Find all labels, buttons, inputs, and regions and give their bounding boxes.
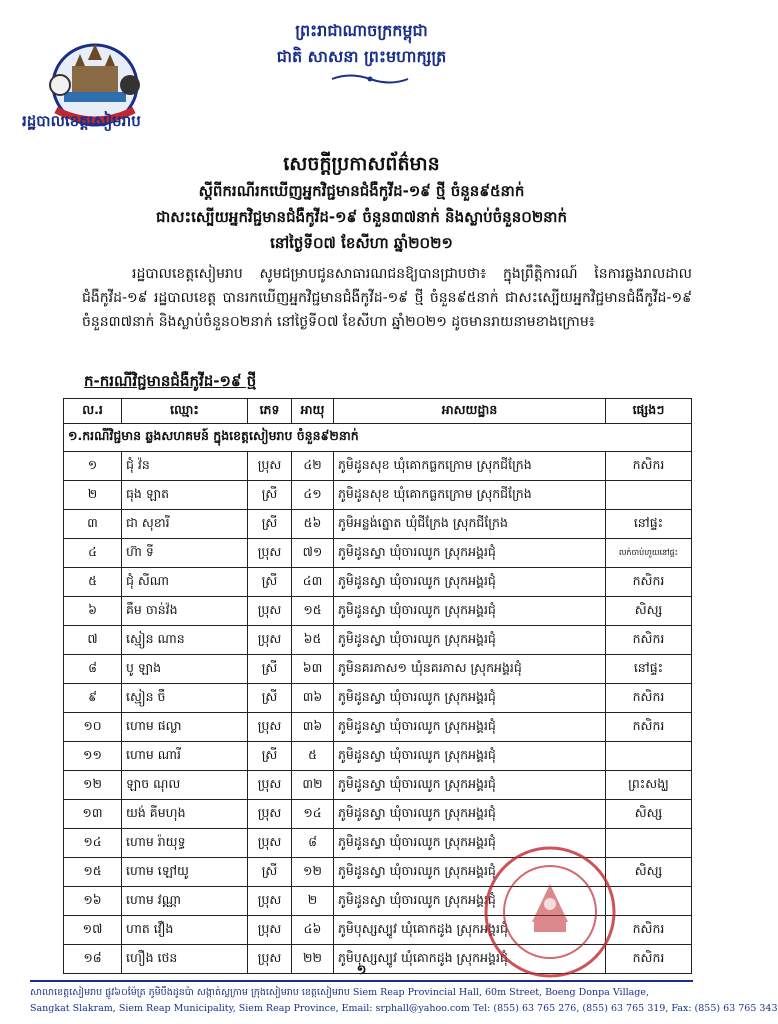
- cell-age: ៨: [292, 829, 334, 858]
- cell-age: ៥៦: [292, 510, 334, 539]
- cell-age: ៤១: [292, 481, 334, 510]
- cell-number: ៤: [64, 539, 122, 568]
- cell-note: លក់ចាប់ហួយនៅផ្ទះ: [606, 539, 692, 568]
- table-row: [64, 597, 692, 626]
- cell-sex: ប្រុស: [248, 829, 292, 858]
- cell-number: ១២: [64, 771, 122, 800]
- cell-note: [606, 481, 692, 510]
- cell-sex: ប្រុស: [248, 452, 292, 481]
- table-row: [64, 713, 692, 742]
- document-subtitle-1: ស្តីពីករណីរកឃើញអ្នកវិជ្ជមានជំងឺកូវីដ-១៩ ថ្មី ចំនួន៩៥នាក់: [198, 182, 525, 200]
- cell-name: ស្មៀន ណាន: [122, 626, 248, 655]
- cell-note: សិស្ស: [606, 597, 692, 626]
- cell-name: ហោម ឡៅយូ: [122, 858, 248, 887]
- cell-number: ៨: [64, 655, 122, 684]
- cell-sex: ប្រុស: [248, 945, 292, 974]
- cell-address: ភូមិដូនសុខ ឃុំគោកធ្លកក្រោម ស្រុកជីក្រែង: [334, 452, 606, 481]
- cell-name: បូ ឡាង: [122, 655, 248, 684]
- cell-number: ២: [64, 481, 122, 510]
- cell-address: ភូមិដូនស្វា ឃុំចារឈូក ស្រុកអង្គរជុំ: [334, 858, 606, 887]
- cell-address: ភូមិដូនស្វា ឃុំចារឈូក ស្រុកអង្គរជុំ: [334, 597, 606, 626]
- cell-age: ៧១: [292, 539, 334, 568]
- ornament-divider: [330, 72, 410, 86]
- table-row: [64, 452, 692, 481]
- table-row: [64, 626, 692, 655]
- cell-age: ៦៥: [292, 626, 334, 655]
- table-row: [64, 742, 692, 771]
- cell-number: ១៨: [64, 945, 122, 974]
- cell-name: ជុំ វ៉ន: [122, 452, 248, 481]
- cell-sex: ប្រុស: [248, 800, 292, 829]
- cell-name: ហាត វឿង: [122, 916, 248, 945]
- cell-address: ភូមិបុស្សស្បូវ ឃុំគោកដូង ស្រុកអង្គរជុំ: [334, 916, 606, 945]
- header-age: អាយុ: [292, 399, 334, 424]
- province-administration-name: រដ្ឋបាលខេត្តសៀមរាប: [22, 112, 141, 130]
- group-title: ១.ករណីវិជ្ជមាន ឆ្លងសហគមន៍ ក្នុងខេត្តសៀមរាប ចំនួន៩២នាក់: [64, 424, 692, 452]
- cell-note: កសិករ: [606, 452, 692, 481]
- cell-number: ១៥: [64, 858, 122, 887]
- table-header-row: [64, 399, 692, 424]
- cell-sex: ប្រុស: [248, 597, 292, 626]
- cell-number: ១៧: [64, 916, 122, 945]
- cell-address: ភូមិដូនស្វា ឃុំចារឈូក ស្រុកអង្គរជុំ: [334, 568, 606, 597]
- cell-number: ១១: [64, 742, 122, 771]
- cell-age: ១៥: [292, 597, 334, 626]
- header-sex: ភេទ: [248, 399, 292, 424]
- cell-age: ៣២: [292, 771, 334, 800]
- cell-number: ៥: [64, 568, 122, 597]
- document-date: នៅថ្ងៃទី០៧ ខែសីហា ឆ្នាំ២០២១: [270, 234, 453, 252]
- cell-note: ព្រះសង្ឃ: [606, 771, 692, 800]
- cell-number: ៣: [64, 510, 122, 539]
- cell-number: ៧: [64, 626, 122, 655]
- footer-divider: [30, 980, 693, 982]
- cell-note: សិស្ស: [606, 858, 692, 887]
- header-number: ល.រ: [64, 399, 122, 424]
- cell-age: ២: [292, 887, 334, 916]
- cell-age: ៥: [292, 742, 334, 771]
- cell-age: ៤២: [292, 452, 334, 481]
- cell-address: ភូមិដូនស្វា ឃុំចារឈូក ស្រុកអង្គរជុំ: [334, 626, 606, 655]
- group-row: [64, 424, 692, 452]
- cell-name: ហ៊ា ទី: [122, 539, 248, 568]
- cell-age: ៦៣: [292, 655, 334, 684]
- cell-sex: ស្រី: [248, 858, 292, 887]
- cell-name: ឡាច ណុល: [122, 771, 248, 800]
- cell-name: ហឿង ថេន: [122, 945, 248, 974]
- cell-age: ៣៦: [292, 684, 334, 713]
- cell-note: នៅផ្ទះ: [606, 510, 692, 539]
- cell-name: ហោម ផល្លា: [122, 713, 248, 742]
- cell-address: ភូមិអន្លង់ត្នោត ឃុំជីក្រែង ស្រុកជីក្រែង: [334, 510, 606, 539]
- cell-sex: ស្រី: [248, 568, 292, 597]
- table-row: [64, 510, 692, 539]
- cell-address: ភូមិដូនស្វា ឃុំចារឈូក ស្រុកអង្គរជុំ: [334, 829, 606, 858]
- table-row: [64, 684, 692, 713]
- cell-sex: ប្រុស: [248, 539, 292, 568]
- cell-note: កសិករ: [606, 713, 692, 742]
- cell-name: យង់ គីមហុង: [122, 800, 248, 829]
- cell-sex: ប្រុស: [248, 916, 292, 945]
- cell-number: ៩: [64, 684, 122, 713]
- header-note: ផ្សេងៗ: [606, 399, 692, 424]
- body-paragraph: រដ្ឋបាលខេត្តសៀមរាប សូមជម្រាបជូនសាធារណជនឱ្យបានជ្រាបថា៖ ក្នុងព្រឹត្តិការណ៍ នៃការឆ្លងរាលដាលជំងឺកូវីដ-១៩ រដ្ឋបាលខេត្ត បានរកឃើញអ្នកវិជ្ជមានជំងឺកូវីដ-១៩ ថ្មី ចំនួន៩៥នាក់ ជាសះស្បើយអ្នកវិជ្ជមានជំងឺកូវីដ-១៩ ចំនួន៣៧នាក់ និងស្លាប់ចំនួន០២នាក់ នៅថ្ងៃទី០៧ ខែសីហា ឆ្នាំ២០២១ ដូចមានរាយនាមខាងក្រោម៖: [82, 266, 692, 330]
- cell-address: ភូមិដូនស្វា ឃុំចារឈូក ស្រុកអង្គរជុំ: [334, 539, 606, 568]
- cell-address: ភូមិដូនស្វា ឃុំចារឈូក ស្រុកអង្គរជុំ: [334, 887, 606, 916]
- cell-number: ១៦: [64, 887, 122, 916]
- footer-contact-line: Sangkat Slakram, Siem Reap Municipality, Siem Reap Province, Email: srphall@yahoo.com Tel: (855) 63 765 276, (855) 63 765 319, Fax: (855) 63 765 343: [30, 1003, 778, 1014]
- cell-sex: ស្រី: [248, 510, 292, 539]
- cell-name: ជា សុខារី: [122, 510, 248, 539]
- cell-address: ភូមិដូនស្វា ឃុំចារឈូក ស្រុកអង្គរជុំ: [334, 771, 606, 800]
- table-row: [64, 481, 692, 510]
- cell-note: [606, 742, 692, 771]
- cell-number: ១០: [64, 713, 122, 742]
- cell-age: ៤៣: [292, 568, 334, 597]
- cell-number: ១៣: [64, 800, 122, 829]
- cell-name: ស្មៀន ចឺ: [122, 684, 248, 713]
- cell-note: កសិករ: [606, 916, 692, 945]
- cell-name: ជុំ សីណា: [122, 568, 248, 597]
- cell-sex: ស្រី: [248, 742, 292, 771]
- cell-number: ១៤: [64, 829, 122, 858]
- cell-sex: ប្រុស: [248, 771, 292, 800]
- cell-note: សិស្ស: [606, 800, 692, 829]
- cell-address: ភូមិនគរភាស១ ឃុំនគរភាស ស្រុកអង្គរជុំ: [334, 655, 606, 684]
- cell-name: ហោម រ៉ាយុទ្ធ: [122, 829, 248, 858]
- table-row: [64, 568, 692, 597]
- cell-age: ២២: [292, 945, 334, 974]
- table-row: [64, 771, 692, 800]
- cell-sex: ស្រី: [248, 655, 292, 684]
- cell-sex: ប្រុស: [248, 887, 292, 916]
- cell-age: ៤៦: [292, 916, 334, 945]
- cell-number: ៦: [64, 597, 122, 626]
- document-subtitle-2: ជាសះស្បើយអ្នកវិជ្ជមានជំងឺកូវីដ-១៩ ចំនួន៣៧នាក់ និងស្លាប់ចំនួន០២នាក់: [155, 208, 567, 226]
- cell-address: ភូមិដូនស្វា ឃុំចារឈូក ស្រុកអង្គរជុំ: [334, 800, 606, 829]
- table-row: [64, 539, 692, 568]
- cell-sex: ប្រុស: [248, 626, 292, 655]
- document-title: សេចក្តីប្រកាសព័ត៌មាន: [283, 153, 440, 175]
- cell-address: ភូមិដូនស្វា ឃុំចារឈូក ស្រុកអង្គរជុំ: [334, 713, 606, 742]
- cell-note: កសិករ: [606, 684, 692, 713]
- cell-sex: ស្រី: [248, 481, 292, 510]
- cell-address: ភូមិដូនស្វា ឃុំចារឈូក ស្រុកអង្គរជុំ: [334, 684, 606, 713]
- cell-note: កសិករ: [606, 568, 692, 597]
- cell-name: ធុង ឡាត: [122, 481, 248, 510]
- cell-sex: ស្រី: [248, 684, 292, 713]
- cell-address: ភូមិដូនស្វា ឃុំចារឈូក ស្រុកអង្គរជុំ: [334, 742, 606, 771]
- footer-address-line: សាលាខេត្តសៀមរាប ផ្លូវ៦០ម៉ែត្រ ភូមិបឹងដូនប៉ា សង្កាត់ស្លក្រាម ក្រុងសៀមរាប ខេត្តសៀមរាប Siem Reap Provincial Hall, 60m Street, Boeng Donpa Village,: [30, 987, 650, 998]
- table-row: [64, 655, 692, 684]
- kingdom-heading: ព្រះរាជាណាចក្រកម្ពុជា: [295, 21, 428, 40]
- cell-age: ១៤: [292, 800, 334, 829]
- cell-note: កសិករ: [606, 945, 692, 974]
- cell-name: ហោម ណារី: [122, 742, 248, 771]
- national-motto: ជាតិ សាសនា ព្រះមហាក្សត្រ: [276, 47, 447, 66]
- cell-sex: ប្រុស: [248, 713, 292, 742]
- cell-number: ១: [64, 452, 122, 481]
- table-row: [64, 800, 692, 829]
- header-address: អាសយដ្ឋាន: [334, 399, 606, 424]
- cell-note: កសិករ: [606, 626, 692, 655]
- page-number: ១: [356, 963, 367, 978]
- cell-note: នៅផ្ទះ: [606, 655, 692, 684]
- section-heading: ក-ករណីវិជ្ជមានជំងឺកូវីដ-១៩ ថ្មី: [84, 372, 257, 390]
- cell-age: ៣៦: [292, 713, 334, 742]
- cell-address: ភូមិដូនសុខ ឃុំគោកធ្លកក្រោម ស្រុកជីក្រែង: [334, 481, 606, 510]
- official-red-seal-stamp: [480, 842, 620, 982]
- header-name: ឈ្មោះ: [122, 399, 248, 424]
- cell-name: ហោម វណ្ណា: [122, 887, 248, 916]
- cell-age: ១២: [292, 858, 334, 887]
- cell-name: គឹម ចាន់វ៉ង: [122, 597, 248, 626]
- cell-address: ភូមិបុស្សស្បូវ ឃុំគោកដូង ស្រុកអង្គរជុំ: [334, 945, 606, 974]
